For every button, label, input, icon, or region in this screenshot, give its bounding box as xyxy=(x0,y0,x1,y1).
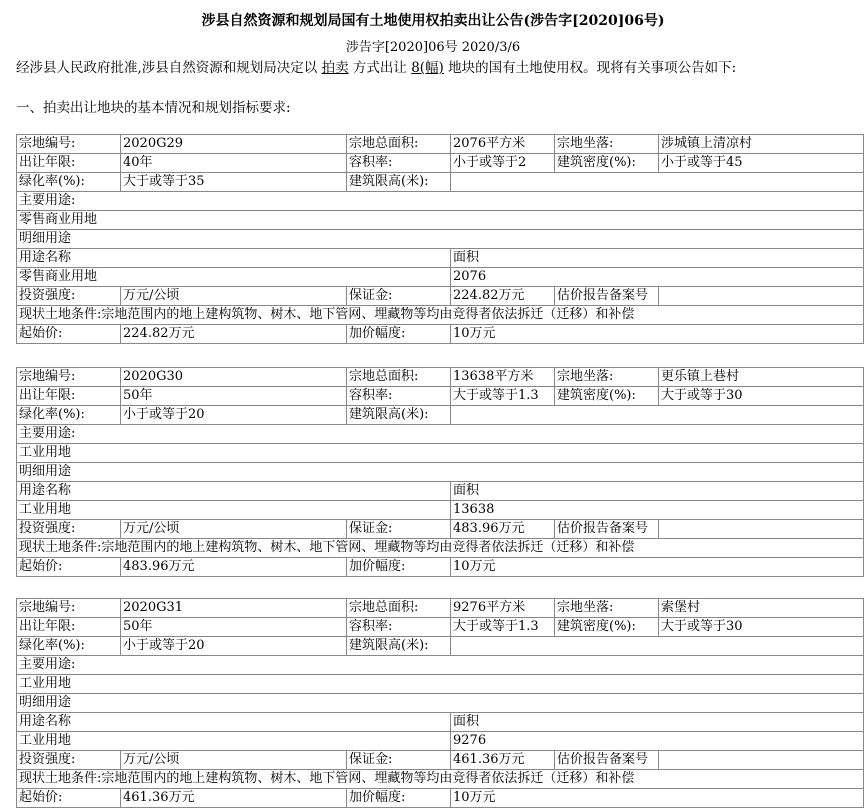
label-cell: 估价报告备案号 xyxy=(555,751,659,770)
condition-cell xyxy=(17,306,864,325)
total-area-value: 9276平方米 xyxy=(451,599,555,618)
table-row xyxy=(17,306,864,325)
deposit-value: 224.82万元 xyxy=(451,287,555,306)
intro-count: 8(幅) xyxy=(411,60,444,76)
table-row xyxy=(17,539,864,558)
far-value: 大于或等于1.3 xyxy=(451,387,555,406)
label-cell: 投资强度: xyxy=(17,287,121,306)
parcel-number: 2020G30 xyxy=(121,368,347,387)
increment-value: 10万元 xyxy=(451,789,864,808)
label-cell: 现状土地条件: xyxy=(19,307,102,322)
table-row xyxy=(17,173,864,192)
label-cell: 宗地坐落: xyxy=(555,599,659,618)
use-name-value: 工业用地 xyxy=(17,501,451,520)
label-cell: 估价报告备案号 xyxy=(555,520,659,539)
label-cell: 用途名称 xyxy=(17,249,451,268)
label-cell: 绿化率(%): xyxy=(17,173,121,192)
location-value: 索堡村 xyxy=(659,599,864,618)
invest-unit: 万元/公顷 xyxy=(121,287,347,306)
parcel-number: 2020G29 xyxy=(121,135,347,154)
label-cell: 保证金: xyxy=(347,520,451,539)
page-title: 涉县自然资源和规划局国有土地使用权拍卖出让公告(涉告字[2020]06号) xyxy=(201,13,665,29)
label-cell: 容积率: xyxy=(347,154,451,173)
label-cell: 起始价: xyxy=(17,558,121,577)
table-row xyxy=(17,387,864,406)
label-cell: 绿化率(%): xyxy=(17,406,121,425)
table-row xyxy=(17,599,864,618)
green-value: 小于或等于20 xyxy=(121,406,347,425)
condition-value: 宗地范围内的地上建构筑物、树木、地下管网、埋藏物等均由竞得者依法拆迁（迁移）和补偿 xyxy=(101,771,635,786)
main-use-value: 工业用地 xyxy=(17,444,864,463)
label-cell: 宗地总面积: xyxy=(347,599,451,618)
parcel-number: 2020G31 xyxy=(121,599,347,618)
table-row xyxy=(17,637,864,656)
far-value: 大于或等于1.3 xyxy=(451,618,555,637)
label-cell: 宗地总面积: xyxy=(347,135,451,154)
table-row xyxy=(17,482,864,501)
area-value: 13638 xyxy=(451,501,864,520)
table-row xyxy=(17,713,864,732)
table-row xyxy=(17,618,864,637)
green-value: 小于或等于20 xyxy=(121,637,347,656)
total-area-value: 2076平方米 xyxy=(451,135,555,154)
label-cell: 主要用途: xyxy=(17,425,864,444)
table-row xyxy=(17,249,864,268)
table-row xyxy=(17,732,864,751)
table-row xyxy=(17,694,864,713)
appraisal-value xyxy=(659,287,864,306)
label-cell: 面积 xyxy=(451,482,864,501)
condition-cell xyxy=(17,539,864,558)
label-cell: 用途名称 xyxy=(17,713,451,732)
table-row xyxy=(17,154,864,173)
intro-text-mid: 方式出让 xyxy=(348,60,412,76)
label-cell: 明细用途 xyxy=(17,694,864,713)
label-cell: 加价幅度: xyxy=(347,325,451,344)
intro-text-post: 地块的国有土地使用权。现将有关事项公告如下: xyxy=(443,60,737,76)
label-cell: 保证金: xyxy=(347,287,451,306)
density-value: 大于或等于30 xyxy=(659,618,864,637)
label-cell: 面积 xyxy=(451,713,864,732)
label-cell: 宗地坐落: xyxy=(555,368,659,387)
location-value: 更乐镇上巷村 xyxy=(659,368,864,387)
label-cell: 宗地编号: xyxy=(17,599,121,618)
height-value xyxy=(451,637,864,656)
label-cell: 主要用途: xyxy=(17,192,864,211)
label-cell: 投资强度: xyxy=(17,520,121,539)
table-row xyxy=(17,406,864,425)
label-cell: 用途名称 xyxy=(17,482,451,501)
intro-text-pre: 经涉县人民政府批准,涉县自然资源和规划局决定以 xyxy=(16,60,322,76)
use-name-value: 工业用地 xyxy=(17,732,451,751)
density-value: 小于或等于45 xyxy=(659,154,864,173)
label-cell: 明细用途 xyxy=(17,463,864,482)
condition-value: 宗地范围内的地上建构筑物、树木、地下管网、埋藏物等均由竞得者依法拆迁（迁移）和补偿 xyxy=(101,307,635,322)
deposit-value: 461.36万元 xyxy=(451,751,555,770)
table-row xyxy=(17,463,864,482)
use-name-value: 零售商业用地 xyxy=(17,268,451,287)
intro-paragraph xyxy=(16,56,736,76)
label-cell: 建筑限高(米): xyxy=(347,173,451,192)
document-number-date: 涉告字[2020]06号 2020/3/6 xyxy=(345,40,521,55)
condition-cell xyxy=(17,770,864,789)
label-cell: 面积 xyxy=(451,249,864,268)
table-row xyxy=(17,675,864,694)
table-row xyxy=(17,789,864,808)
label-cell: 建筑限高(米): xyxy=(347,406,451,425)
label-cell: 起始价: xyxy=(17,789,121,808)
appraisal-value xyxy=(659,751,864,770)
label-cell: 出让年限: xyxy=(17,154,121,173)
main-use-value: 零售商业用地 xyxy=(17,211,864,230)
label-cell: 绿化率(%): xyxy=(17,637,121,656)
label-cell: 容积率: xyxy=(347,618,451,637)
label-cell: 宗地坐落: xyxy=(555,135,659,154)
table-row xyxy=(17,444,864,463)
parcel-table-1 xyxy=(16,134,864,344)
parcel-table-2 xyxy=(16,367,864,577)
label-cell: 估价报告备案号 xyxy=(555,287,659,306)
label-cell: 建筑密度(%): xyxy=(555,154,659,173)
total-area-value: 13638平方米 xyxy=(451,368,555,387)
label-cell: 宗地编号: xyxy=(17,368,121,387)
table-row xyxy=(17,192,864,211)
term-value: 50年 xyxy=(121,387,347,406)
label-cell: 出让年限: xyxy=(17,387,121,406)
density-value: 大于或等于30 xyxy=(659,387,864,406)
table-row xyxy=(17,770,864,789)
invest-unit: 万元/公顷 xyxy=(121,751,347,770)
table-row xyxy=(17,520,864,539)
height-value xyxy=(451,173,864,192)
table-row xyxy=(17,558,864,577)
label-cell: 建筑限高(米): xyxy=(347,637,451,656)
table-row xyxy=(17,425,864,444)
start-price-value: 483.96万元 xyxy=(121,558,347,577)
label-cell: 宗地总面积: xyxy=(347,368,451,387)
deposit-value: 483.96万元 xyxy=(451,520,555,539)
green-value: 大于或等于35 xyxy=(121,173,347,192)
increment-value: 10万元 xyxy=(451,558,864,577)
table-row xyxy=(17,211,864,230)
label-cell: 建筑密度(%): xyxy=(555,387,659,406)
label-cell: 现状土地条件: xyxy=(19,771,102,786)
table-row xyxy=(17,656,864,675)
label-cell: 起始价: xyxy=(17,325,121,344)
start-price-value: 461.36万元 xyxy=(121,789,347,808)
increment-value: 10万元 xyxy=(451,325,864,344)
table-row xyxy=(17,135,864,154)
label-cell: 投资强度: xyxy=(17,751,121,770)
height-value xyxy=(451,406,864,425)
label-cell: 加价幅度: xyxy=(347,789,451,808)
table-row xyxy=(17,368,864,387)
label-cell: 出让年限: xyxy=(17,618,121,637)
table-row xyxy=(17,501,864,520)
parcel-table-3 xyxy=(16,598,864,808)
table-row xyxy=(17,751,864,770)
appraisal-value xyxy=(659,520,864,539)
label-cell: 明细用途 xyxy=(17,230,864,249)
area-value: 2076 xyxy=(451,268,864,287)
label-cell: 现状土地条件: xyxy=(19,540,102,555)
section-heading: 一、拍卖出让地块的基本情况和规划指标要求: xyxy=(16,100,291,116)
label-cell: 容积率: xyxy=(347,387,451,406)
term-value: 50年 xyxy=(121,618,347,637)
label-cell: 宗地编号: xyxy=(17,135,121,154)
label-cell: 加价幅度: xyxy=(347,558,451,577)
table-row xyxy=(17,287,864,306)
location-value: 涉城镇上清凉村 xyxy=(659,135,864,154)
label-cell: 保证金: xyxy=(347,751,451,770)
main-use-value: 工业用地 xyxy=(17,675,864,694)
far-value: 小于或等于2 xyxy=(451,154,555,173)
table-row xyxy=(17,325,864,344)
invest-unit: 万元/公顷 xyxy=(121,520,347,539)
label-cell: 主要用途: xyxy=(17,656,864,675)
condition-value: 宗地范围内的地上建构筑物、树木、地下管网、埋藏物等均由竞得者依法拆迁（迁移）和补偿 xyxy=(101,540,635,555)
term-value: 40年 xyxy=(121,154,347,173)
label-cell: 建筑密度(%): xyxy=(555,618,659,637)
table-row xyxy=(17,230,864,249)
area-value: 9276 xyxy=(451,732,864,751)
start-price-value: 224.82万元 xyxy=(121,325,347,344)
table-row xyxy=(17,268,864,287)
intro-method: 拍卖 xyxy=(321,60,349,76)
